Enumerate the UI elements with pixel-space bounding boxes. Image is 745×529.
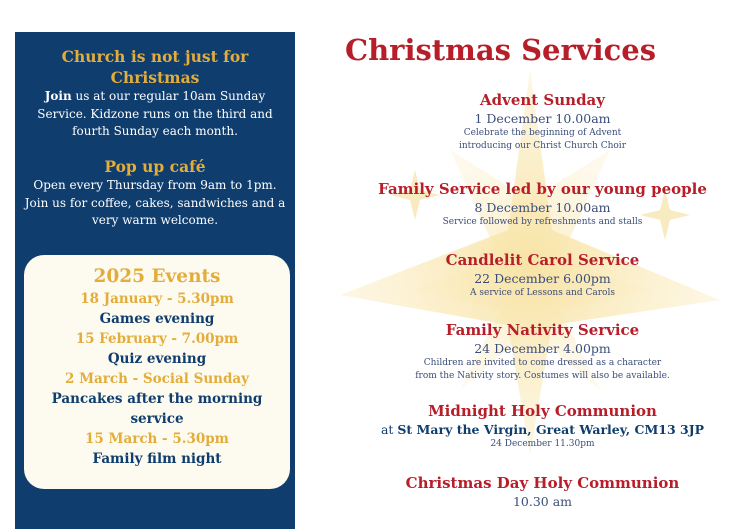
event-date: 2 March - Social Sunday	[64, 371, 250, 387]
main-column	[330, 28, 745, 509]
event-name: Games evening	[99, 311, 215, 327]
service-note: Service followed by refreshments and stalls	[442, 217, 643, 227]
service-title: Midnight Holy Communion	[428, 402, 657, 420]
service-title: Family Service led by our young people	[378, 180, 707, 198]
events-card	[24, 255, 290, 489]
service-date: 1 December 10.00am	[474, 111, 611, 126]
event-name: Pancakes after the morning service	[51, 391, 263, 427]
left-panel	[15, 32, 295, 529]
service-location	[330, 421, 745, 438]
service-family	[330, 179, 745, 229]
service-note: from the Nativity story. Costumes will also be available.	[415, 370, 670, 381]
cafe-text: Open every Thursday from 9am to 1pm. Join us for coffee, cakes, sandwiches and a very warm welcome.	[24, 178, 286, 227]
event-date: 15 February - 7.00pm	[75, 331, 239, 347]
service-nativity	[330, 320, 745, 382]
page-title: Christmas Services	[345, 33, 657, 67]
event-item	[24, 329, 290, 369]
cafe-heading: Pop up café	[104, 157, 206, 176]
service-date: 22 December 6.00pm	[474, 271, 611, 286]
join-word: Join	[44, 89, 72, 103]
regular-services-body: us at our regular 10am Sunday Service. Kidzone runs on the third and fourth Sunday each month.	[37, 89, 273, 138]
regular-services-text	[23, 88, 287, 141]
service-midnight	[330, 401, 745, 451]
service-date: 10.30 am	[512, 494, 573, 509]
regular-services-heading: Church is not just for Christmas	[61, 47, 249, 87]
service-title: Family Nativity Service	[445, 321, 640, 339]
service-note: Celebrate the beginning of Advent	[463, 128, 622, 138]
event-item	[24, 289, 290, 329]
service-note: 24 December 11.30pm	[490, 439, 595, 449]
events-title: 2025 Events	[93, 266, 221, 287]
service-date: 24 December 4.00pm	[474, 341, 611, 356]
service-christmas-day	[330, 473, 745, 510]
service-advent	[330, 90, 745, 152]
regular-services-section	[23, 46, 287, 141]
cafe-section	[23, 156, 287, 230]
service-title: Candlelit Carol Service	[445, 251, 640, 269]
location-name: St Mary the Virgin, Great Warley, CM13 3JP	[397, 422, 705, 437]
service-note: introducing our Christ Church Choir	[458, 140, 626, 151]
event-date: 15 March - 5.30pm	[85, 431, 229, 447]
service-note: A service of Lessons and Carols	[470, 288, 615, 298]
service-carol	[330, 250, 745, 300]
event-name: Quiz evening	[107, 351, 207, 367]
service-note: Children are invited to come dressed as a character	[423, 358, 662, 368]
location-prefix: at	[380, 422, 394, 437]
service-title: Christmas Day Holy Communion	[405, 474, 680, 492]
service-date: 8 December 10.00am	[474, 200, 611, 215]
event-item	[24, 429, 290, 469]
event-date: 18 January - 5.30pm	[80, 291, 234, 307]
service-title: Advent Sunday	[479, 91, 605, 109]
event-item	[24, 369, 290, 429]
event-name: Family film night	[92, 451, 222, 467]
